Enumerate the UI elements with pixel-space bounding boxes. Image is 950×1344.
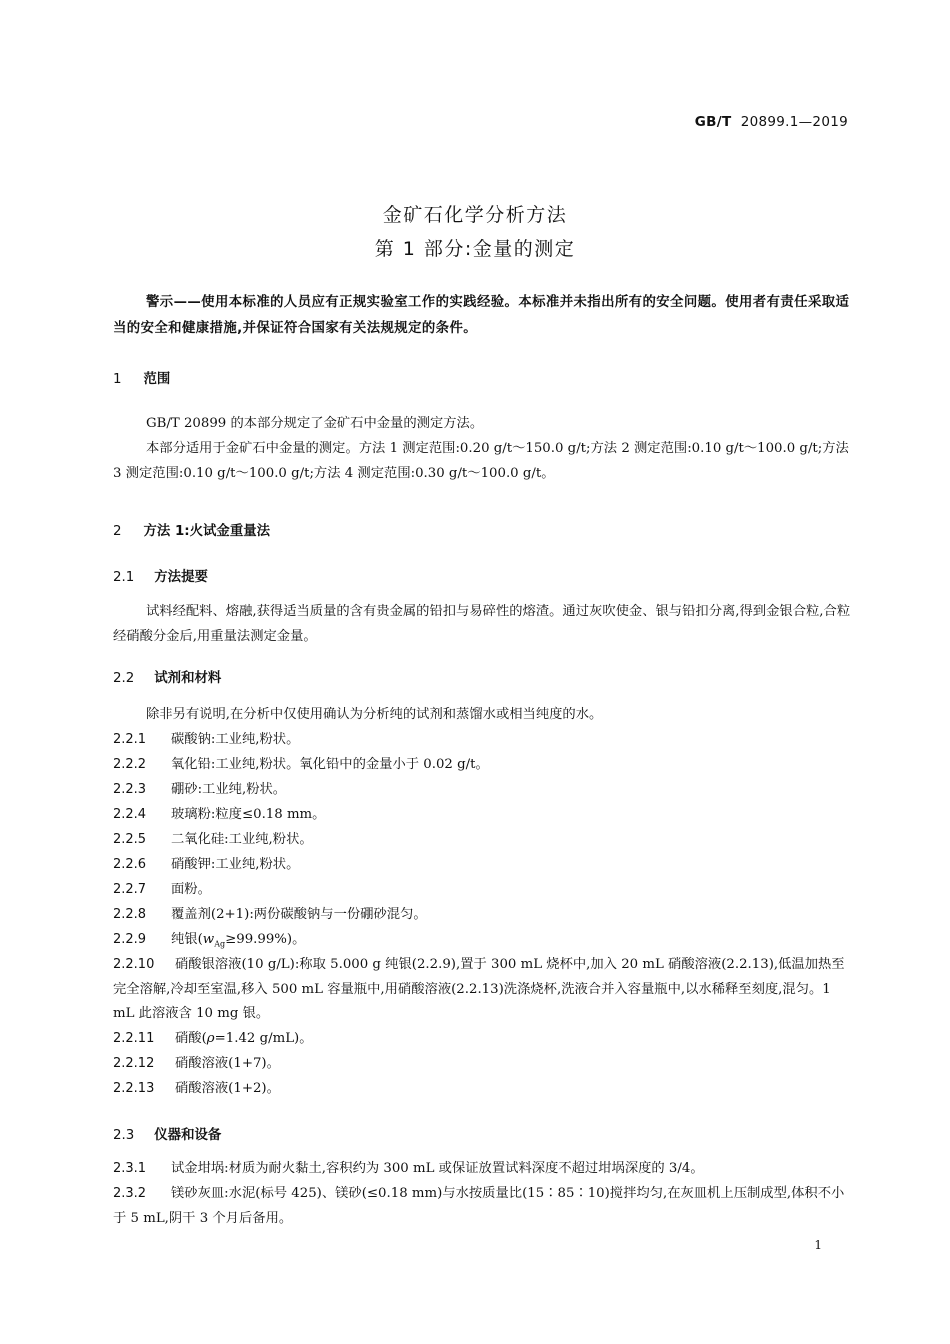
section-2-heading bbox=[113, 520, 270, 539]
section-title: 试剂和材料 bbox=[154, 671, 222, 686]
item-text: 玻璃粉:粒度≤0.18 mm。 bbox=[171, 807, 326, 822]
item-number: 2.2.3 bbox=[113, 782, 147, 797]
reagent-item bbox=[113, 803, 851, 828]
subscript-ag: Ag bbox=[214, 939, 226, 949]
document-title: 金矿石化学分析方法 bbox=[382, 204, 568, 226]
item-text: ≥99.99%)。 bbox=[225, 932, 306, 947]
paragraph: GB/T 20899 的本部分规定了金矿石中金量的测定方法。 bbox=[146, 416, 484, 431]
section-number: 2.2 bbox=[113, 671, 135, 686]
mass-fraction-symbol: w bbox=[202, 932, 215, 947]
reagent-item bbox=[113, 878, 851, 903]
paragraph: 除非另有说明,在分析中仅使用确认为分析纯的试剂和蒸馏水或相当纯度的水。 bbox=[146, 707, 603, 722]
document-subtitle: 第 1 部分:金量的测定 bbox=[374, 238, 576, 260]
item-text: 纯银( bbox=[171, 932, 203, 947]
item-text: 硝酸银溶液(10 g/L):称取 5.000 g 纯银(2.2.9),置于 300 mL 烧杯中,加入 20 mL 硝酸溶液(2.2.13),低温加热至完全溶解,冷却至室温,移入 500 mL 容量瓶中,用硝酸溶液(2.2.13)洗涤烧杯,洗液合并入容量瓶中,以水稀释至刻度,混匀。1 mL 此溶液含 10 mg 银。 bbox=[113, 957, 845, 1021]
standard-code bbox=[695, 114, 848, 130]
density-symbol: ρ bbox=[206, 1031, 215, 1046]
reagent-item bbox=[113, 953, 851, 1027]
reagent-item bbox=[113, 903, 851, 928]
reagent-item bbox=[113, 1027, 851, 1052]
item-number: 2.2.6 bbox=[113, 857, 147, 872]
section-title: 方法提要 bbox=[154, 570, 208, 585]
item-text: 硼砂:工业纯,粉状。 bbox=[171, 782, 287, 797]
section-title: 仪器和设备 bbox=[154, 1128, 222, 1143]
item-text: 硝酸钾:工业纯,粉状。 bbox=[171, 857, 300, 872]
reagent-item bbox=[113, 853, 851, 878]
section-number: 2 bbox=[113, 524, 122, 539]
section-2-3-heading bbox=[113, 1124, 221, 1143]
section-title: 范围 bbox=[143, 372, 171, 387]
item-text: =1.42 g/mL)。 bbox=[214, 1031, 313, 1046]
section-2-2-heading bbox=[113, 667, 221, 686]
section-number: 2.1 bbox=[113, 570, 135, 585]
std-number: 20899.1—2019 bbox=[740, 114, 848, 130]
item-number: 2.2.7 bbox=[113, 882, 147, 897]
equipment-item bbox=[113, 1157, 851, 1182]
section-1-heading bbox=[113, 368, 170, 387]
reagent-item bbox=[113, 828, 851, 853]
section-2-1-heading bbox=[113, 566, 208, 585]
item-text: 硝酸( bbox=[175, 1031, 207, 1046]
item-number: 2.2.1 bbox=[113, 732, 147, 747]
reagent-item bbox=[113, 1077, 851, 1102]
paragraph: 本部分适用于金矿石中金量的测定。方法 1 测定范围:0.20 g/t～150.0 g/t;方法 2 测定范围:0.10 g/t～100.0 g/t;方法 3 测定范围:0.10 g/t～100.0 g/t;方法 4 测定范围:0.30 g/t～100.0 g/t。 bbox=[113, 441, 849, 481]
reagent-item bbox=[113, 728, 851, 753]
item-text: 镁砂灰皿:水泥(标号 425)、镁砂(≤0.18 mm)与水按质量比(15∶85∶10)搅拌均匀,在灰皿机上压制成型,体积不小于 5 mL,阴干 3 个月后备用。 bbox=[113, 1186, 845, 1226]
std-code-prefix: GB/T bbox=[694, 114, 732, 130]
item-number: 2.2.4 bbox=[113, 807, 147, 822]
item-text: 碳酸钠:工业纯,粉状。 bbox=[171, 732, 300, 747]
section-title: 方法 1:火试金重量法 bbox=[143, 524, 270, 539]
item-number: 2.2.5 bbox=[113, 832, 147, 847]
item-number: 2.2.10 bbox=[113, 957, 155, 972]
reagent-item bbox=[113, 778, 851, 803]
item-text: 覆盖剂(2+1):两份碳酸钠与一份硼砂混匀。 bbox=[171, 907, 427, 922]
item-text: 试金坩埚:材质为耐火黏土,容积约为 300 mL 或保证放置试料深度不超过坩埚深度的 3/4。 bbox=[171, 1161, 704, 1176]
reagent-item bbox=[113, 1052, 851, 1077]
equipment-item bbox=[113, 1182, 851, 1231]
item-number: 2.2.9 bbox=[113, 932, 147, 947]
page-number: 1 bbox=[814, 1238, 822, 1252]
item-number: 2.2.13 bbox=[113, 1081, 155, 1096]
warning-paragraph: 警示——使用本标准的人员应有正规实验室工作的实践经验。本标准并未指出所有的安全问题。使用者有责任采取适当的安全和健康措施,并保证符合国家有关法规规定的条件。 bbox=[113, 295, 850, 336]
item-text: 氧化铅:工业纯,粉状。氧化铅中的金量小于 0.02 g/t。 bbox=[171, 757, 489, 772]
section-number: 1 bbox=[113, 372, 122, 387]
item-number: 2.3.2 bbox=[113, 1186, 147, 1201]
item-text: 硝酸溶液(1+2)。 bbox=[175, 1081, 280, 1096]
paragraph: 试料经配料、熔融,获得适当质量的含有贵金属的铅扣与易碎性的熔渣。通过灰吹使金、银与铅扣分离,得到金银合粒,合粒经硝酸分金后,用重量法测定金量。 bbox=[113, 604, 851, 644]
item-number: 2.2.11 bbox=[113, 1031, 155, 1046]
item-number: 2.2.12 bbox=[113, 1056, 155, 1071]
item-number: 2.2.2 bbox=[113, 757, 147, 772]
item-text: 二氧化硅:工业纯,粉状。 bbox=[171, 832, 313, 847]
item-number: 2.2.8 bbox=[113, 907, 147, 922]
reagent-item bbox=[113, 753, 851, 778]
item-number: 2.3.1 bbox=[113, 1161, 147, 1176]
item-text: 硝酸溶液(1+7)。 bbox=[175, 1056, 280, 1071]
item-text: 面粉。 bbox=[171, 882, 211, 897]
section-number: 2.3 bbox=[113, 1128, 135, 1143]
